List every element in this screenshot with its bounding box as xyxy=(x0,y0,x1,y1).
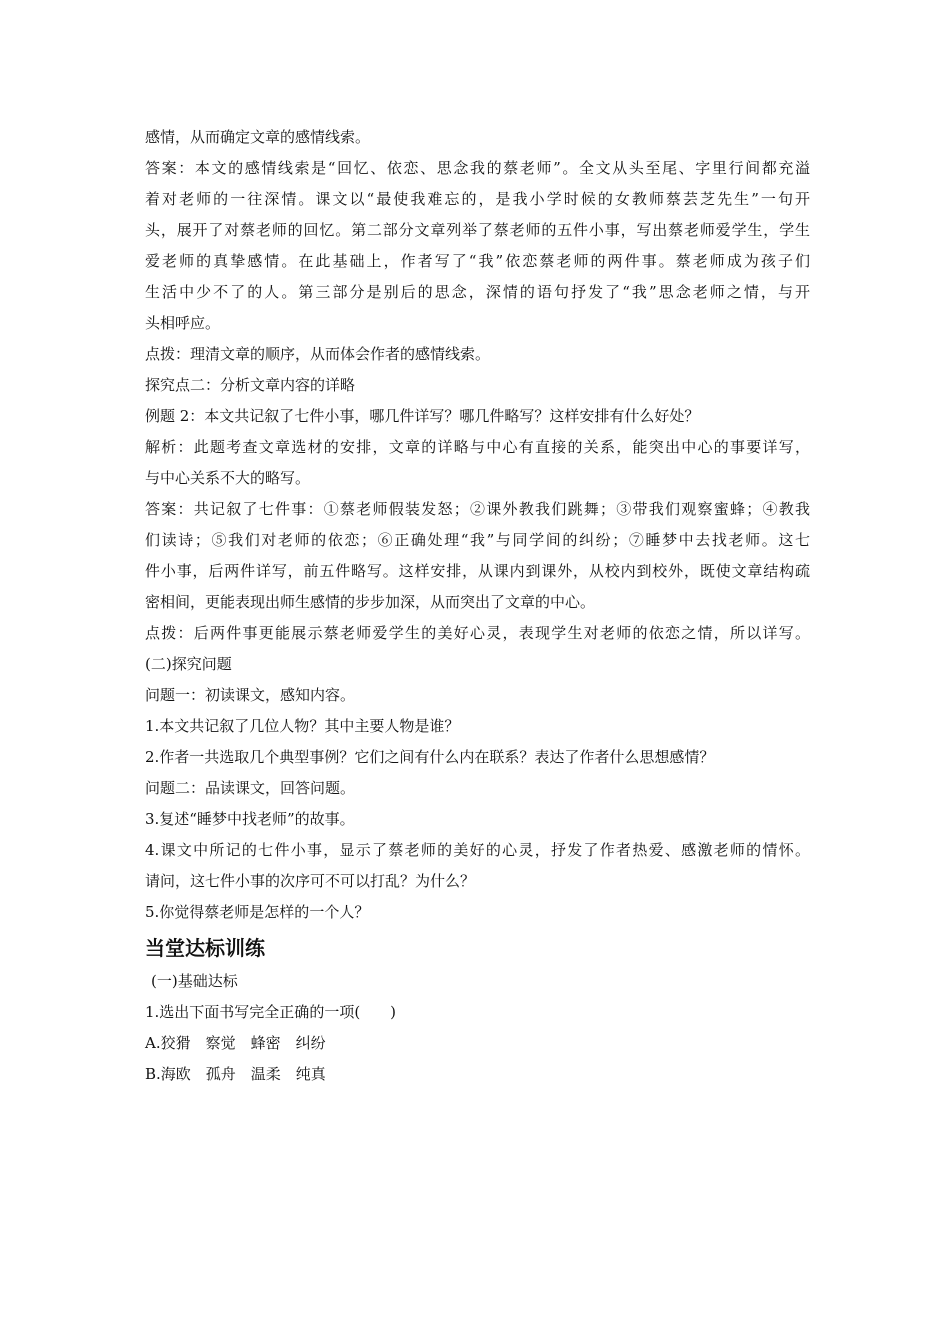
text-line: 1.本文共记叙了几位人物？其中主要人物是谁？ xyxy=(145,717,460,735)
text-line: 5.你觉得蔡老师是怎样的一个人？ xyxy=(145,903,370,921)
option-line: A.狡猾 察觉 蜂密 纠纷 xyxy=(145,1034,326,1052)
text-line: 4.课文中所记的七件小事，显示了蔡老师的美好的心灵，抒发了作者热爱、感激老师的情怀。 xyxy=(145,841,810,859)
text-line: 密相间，更能表现出师生感情的步步加深，从而突出了文章的中心。 xyxy=(145,593,596,611)
text-line: 问题一：初读课文，感知内容。 xyxy=(145,686,356,704)
text-line: 解析：此题考查文章选材的安排，文章的详略与中心有直接的关系，能突出中心的事要详写， xyxy=(145,438,810,456)
text-line: 们读诗；⑤我们对老师的依恋；⑥正确处理“我”与同学间的纠纷；⑦睡梦中去找老师。这七 xyxy=(145,531,810,549)
text-line: 例题 2：本文共记叙了七件小事，哪几件详写？哪几件略写？这样安排有什么好处？ xyxy=(145,407,700,425)
text-line: 头相呼应。 xyxy=(145,314,221,332)
text-line: 点拨：理清文章的顺序，从而体会作者的感情线索。 xyxy=(145,345,491,363)
text-line: 答案：共记叙了七件事：①蔡老师假装发怒；②课外教我们跳舞；③带我们观察蜜蜂；④教我 xyxy=(145,500,810,518)
text-line: 件小事，后两件详写，前五件略写。这样安排，从课内到课外，从校内到校外，既使文章结构疏 xyxy=(145,562,810,580)
document-body xyxy=(145,122,810,1090)
text-line: 问题二：品读课文，回答问题。 xyxy=(145,779,356,797)
text-line: 2.作者一共选取几个典型事例？它们之间有什么内在联系？表达了作者什么思想感情？ xyxy=(145,748,715,766)
text-line: 感情，从而确定文章的感情线索。 xyxy=(145,128,371,146)
text-line: 爱老师的真挚感情。在此基础上，作者写了“我”依恋蔡老师的两件事。蔡老师成为孩子们 xyxy=(145,252,810,270)
text-line: (二)探究问题 xyxy=(145,655,232,673)
section-heading: 当堂达标训练 xyxy=(145,936,265,960)
text-line: 生活中少不了的人。第三部分是别后的思念，深情的语句抒发了“我”思念老师之情，与开 xyxy=(145,283,810,301)
text-line: 与中心关系不大的略写。 xyxy=(145,469,311,487)
option-line: B.海欧 孤舟 温柔 纯真 xyxy=(145,1065,326,1083)
text-line: 请问，这七件小事的次序可不可以打乱？为什么？ xyxy=(145,872,476,890)
text-line: 头，展开了对蔡老师的回忆。第二部分文章列举了蔡老师的五件小事，写出蔡老师爱学生，学生 xyxy=(145,221,810,239)
text-line: 着对老师的一往深情。课文以“最使我难忘的，是我小学时候的女教师蔡芸芝先生”一句开 xyxy=(145,190,810,208)
text-line: 点拨：后两件事更能展示蔡老师爱学生的美好心灵，表现学生对老师的依恋之情，所以详写。 xyxy=(145,624,810,642)
subsection-label: (一)基础达标 xyxy=(151,972,238,990)
text-line: 3.复述“睡梦中找老师”的故事。 xyxy=(145,810,355,828)
text-line: 探究点二：分析文章内容的详略 xyxy=(145,376,356,394)
text-line: 答案：本文的感情线索是“回忆、依恋、思念我的蔡老师”。全文从头至尾、字里行间都充溢 xyxy=(145,159,810,177)
question-line: 1.选出下面书写完全正确的一项( ) xyxy=(145,1003,397,1021)
